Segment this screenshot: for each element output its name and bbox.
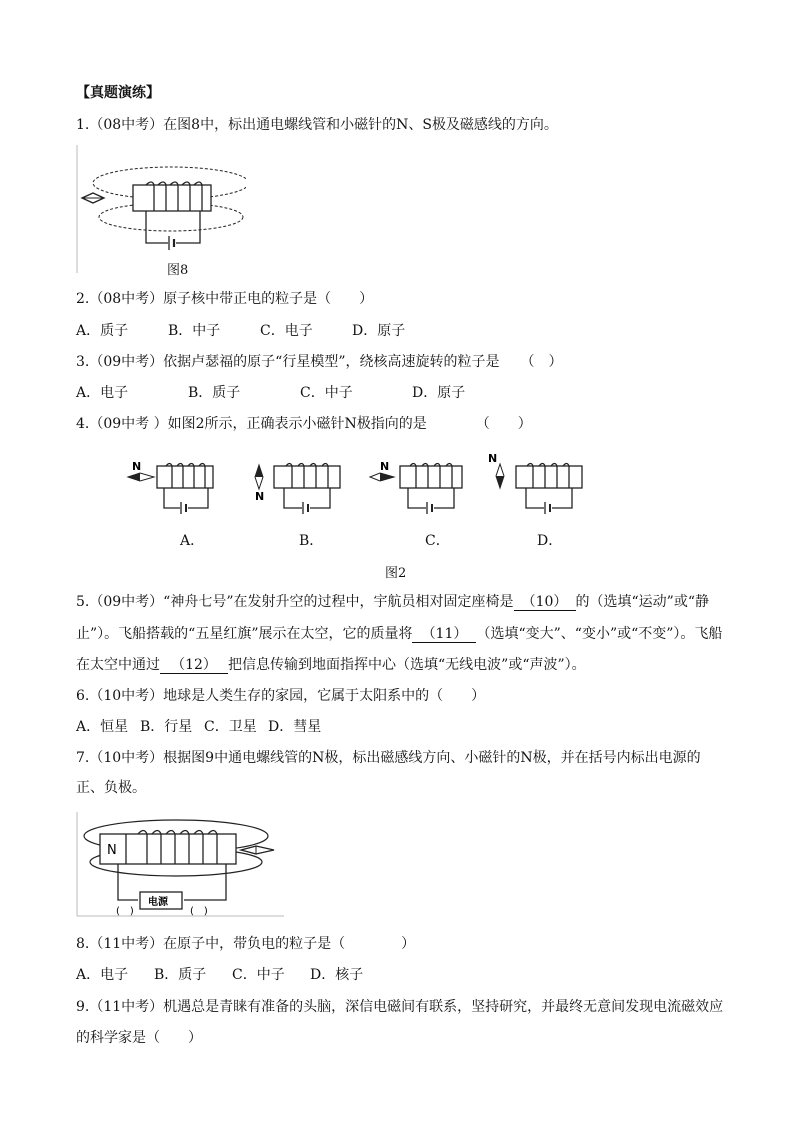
option-c: C．卫星 [204,719,257,735]
option-b: B．质子 [154,967,207,983]
figure-9-solenoid-diagram [76,812,286,918]
question-2-text: 2.（08中考）原子核中带正电的粒子是（ ） [76,291,374,307]
left-bracket: ( ) [116,906,134,917]
solenoid-n-pole-label: N [107,843,117,858]
question-3-options [76,383,465,403]
option-b: B．中子 [168,323,221,339]
figure-8-solenoid-diagram [76,145,246,277]
q5-text-1b: 的（选填“运动”或“静 [575,594,709,610]
question-4-text: 4.（09中考 ）如图2所示，正确表示小磁针N极指向的是 （ ） [76,416,532,432]
option-c: C．电子 [260,323,313,339]
q5-text-2b: （选填“变大”、“变小”或“不变”）。飞船 [476,626,723,642]
question-8-text: 8.（11中考）在原子中，带负电的粒子是（ ） [76,936,416,952]
figure-2-caption: 图2 [385,566,407,581]
right-bracket: ( ) [190,906,208,917]
option-a: A．电子 [76,967,129,983]
figure-8-caption: 图8 [167,263,189,278]
blank-11: （11） [412,626,476,643]
question-3-text: 3.（09中考）依据卢瑟福的原子“行星模型”，绕核高速旋转的粒子是 （ ） [76,354,563,370]
figure-2-options-diagram [124,448,594,523]
q5-text-3a: 在太空中通过 [76,657,160,673]
blank-12: （12） [160,657,228,674]
q5-text-2a: 止”）。飞船搭载的“五星红旗”展示在太空，它的质量将 [76,626,413,642]
option-c: C．中子 [232,967,285,983]
needle-label-a: N [132,460,142,473]
section-title: 【真题演练】 [76,85,160,101]
option-d: D．彗星 [268,719,322,735]
option-d: D．原子 [412,385,466,401]
q5-text-1a: 5.（09中考）“神舟七号”在发射升空的过程中，宇航员相对固定座椅是 [76,594,514,610]
option-b: B．行星 [140,719,193,735]
option-c-label: C． [425,533,450,549]
option-d: D．原子 [352,323,406,339]
option-a: A．电子 [76,385,129,401]
option-a: A．恒星 [76,719,129,735]
option-d-label: D． [537,533,563,549]
question-7-line-2: 正、负极。 [76,780,146,796]
question-2-options [76,321,405,341]
needle-label-c: N [380,460,390,473]
option-a: A．质子 [76,323,129,339]
option-d: D．核子 [310,967,364,983]
option-b: B．质子 [188,385,241,401]
q5-text-3b: 把信息传输到地面指挥中心（选填“无线电波”或“声波”）。 [228,657,586,673]
question-5-line-2 [76,624,722,644]
option-a-label: A． [180,533,205,549]
question-6-text: 6.（10中考）地球是人类生存的家园，它属于太阳系中的（ ） [76,688,486,704]
blank-10: （10） [514,594,576,611]
power-source-label: 电源 [148,897,168,908]
question-7-line-1: 7.（10中考）根据图9中通电螺线管的N极，标出磁感线方向、小磁针的N极，并在括号内标出电源的 [76,750,701,766]
option-b-label: B． [299,533,324,549]
question-8-options [76,965,363,985]
option-c: C．中子 [300,385,353,401]
needle-label-b: N [255,490,265,503]
needle-label-d: N [488,452,498,465]
question-1-text: 1.（08中考）在图8中，标出通电螺线管和小磁针的N、S极及磁感线的方向。 [76,117,558,133]
question-5-line-3 [76,655,586,675]
question-6-options [76,717,321,737]
question-5-line-1 [76,592,709,612]
question-9-line-1: 9.（11中考）机遇总是青睐有准备的头脑，深信电磁间有联系，坚持研究，并最终无意间发现电流磁效应 [76,999,724,1015]
question-9-line-2: 的科学家是（ ） [76,1030,202,1046]
